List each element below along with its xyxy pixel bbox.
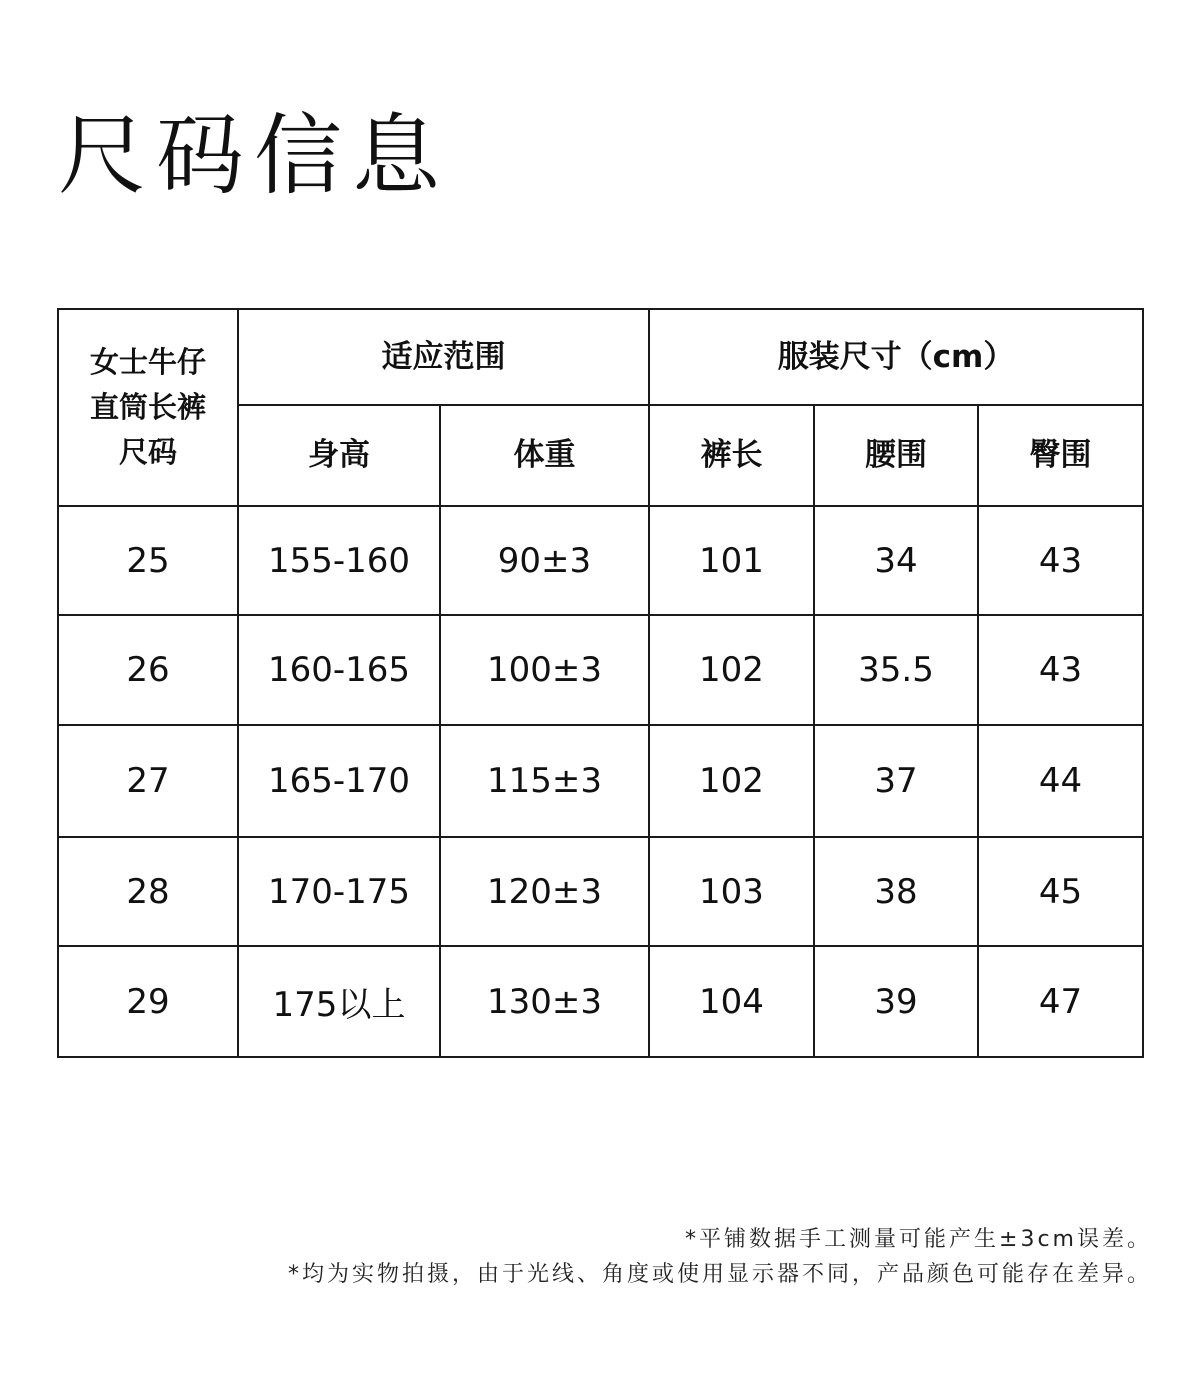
footnote-color-difference: *均为实物拍摄，由于光线、角度或使用显示器不同，产品颜色可能存在差异。 (287, 1262, 1152, 1287)
size-table (57, 308, 1144, 1058)
corner-header (58, 309, 238, 506)
cell-waist: 38 (814, 837, 978, 946)
subheader-pants-length: 裤长 (649, 405, 814, 506)
cell-hip: 43 (978, 506, 1143, 615)
footnote-measurement-error: *平铺数据手工测量可能产生±3cm误差。 (685, 1227, 1152, 1252)
cell-hip: 44 (978, 725, 1143, 837)
cell-height: 165-170 (238, 725, 440, 837)
table-row (58, 725, 1143, 837)
subheader-weight: 体重 (440, 405, 649, 506)
cell-pants-length: 102 (649, 615, 814, 725)
subheader-hip: 臀围 (978, 405, 1143, 506)
table-header-row (58, 309, 1143, 405)
cell-waist: 37 (814, 725, 978, 837)
cell-height: 170-175 (238, 837, 440, 946)
cell-hip: 43 (978, 615, 1143, 725)
table-row (58, 506, 1143, 615)
cell-hip: 45 (978, 837, 1143, 946)
cell-size: 29 (58, 946, 238, 1057)
cell-waist: 35.5 (814, 615, 978, 725)
group-header-garment-size: 服装尺寸（cm） (649, 309, 1143, 405)
table-row (58, 615, 1143, 725)
cell-pants-length: 104 (649, 946, 814, 1057)
table-row (58, 837, 1143, 946)
group-header-range: 适应范围 (238, 309, 649, 405)
cell-size: 25 (58, 506, 238, 615)
subheader-waist: 腰围 (814, 405, 978, 506)
corner-header-label: 女士牛仔直筒长裤尺码 (89, 345, 206, 469)
cell-size: 28 (58, 837, 238, 946)
page-title: 尺码信息 (58, 104, 451, 207)
cell-height: 155-160 (238, 506, 440, 615)
cell-weight: 120±3 (440, 837, 649, 946)
cell-size: 26 (58, 615, 238, 725)
cell-weight: 130±3 (440, 946, 649, 1057)
cell-waist: 39 (814, 946, 978, 1057)
subheader-height: 身高 (238, 405, 440, 506)
cell-weight: 115±3 (440, 725, 649, 837)
table-row (58, 946, 1143, 1057)
cell-pants-length: 103 (649, 837, 814, 946)
cell-weight: 90±3 (440, 506, 649, 615)
cell-size: 27 (58, 725, 238, 837)
cell-waist: 34 (814, 506, 978, 615)
cell-pants-length: 102 (649, 725, 814, 837)
cell-weight: 100±3 (440, 615, 649, 725)
cell-pants-length: 101 (649, 506, 814, 615)
cell-height: 175以上 (238, 946, 440, 1057)
cell-height: 160-165 (238, 615, 440, 725)
footnotes (288, 1222, 1152, 1292)
cell-hip: 47 (978, 946, 1143, 1057)
